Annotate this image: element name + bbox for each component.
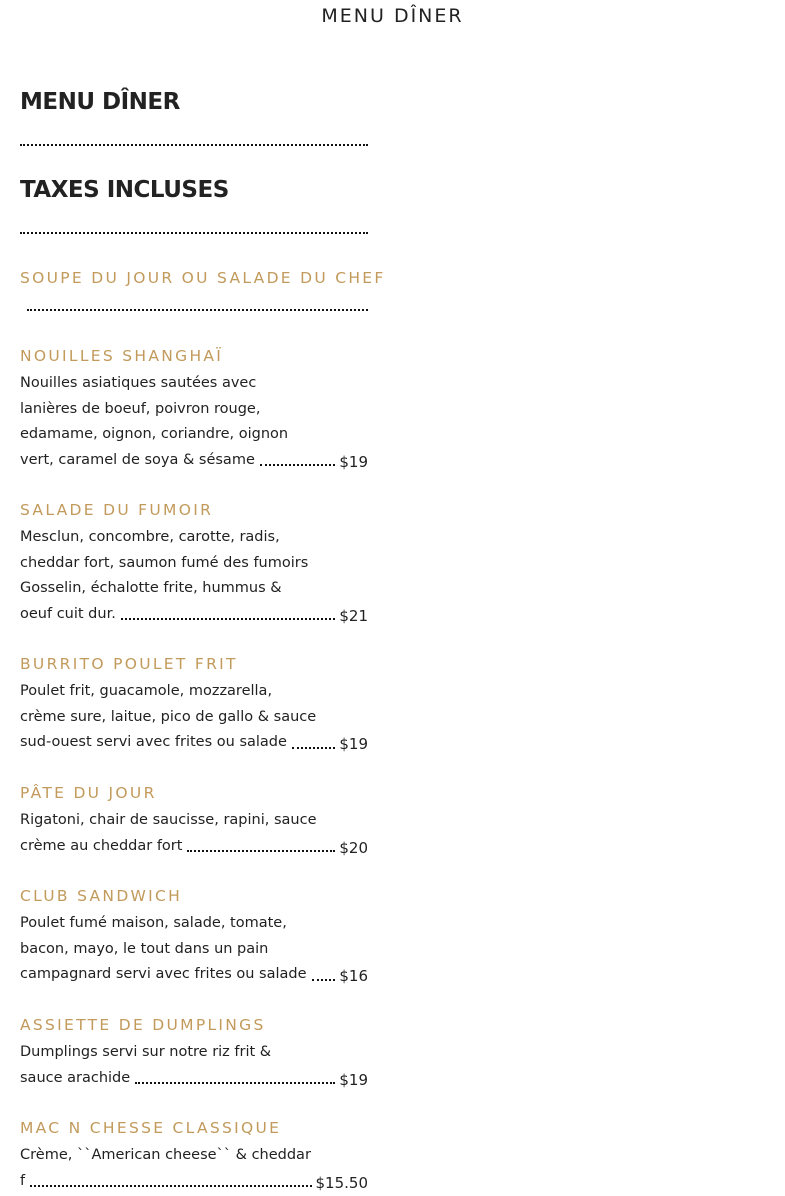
item-name: BURRITO POULET FRIT	[20, 654, 368, 674]
item-name: PÂTE DU JOUR	[20, 783, 368, 803]
description-line-with-price	[20, 730, 368, 756]
item-price: $19	[339, 732, 368, 758]
description-line: crème au cheddar fort	[20, 834, 182, 860]
description-line-with-price	[20, 962, 368, 988]
item-description	[20, 911, 368, 988]
item-name: CLUB SANDWICH	[20, 886, 368, 906]
item-description	[20, 1143, 368, 1194]
menu-item	[20, 1118, 368, 1194]
description-line: oeuf cuit dur.	[20, 602, 116, 628]
price-leader	[121, 618, 336, 620]
price-leader	[312, 979, 336, 981]
description-line: cheddar fort, saumon fumé des fumoirs	[20, 551, 368, 577]
item-name: NOUILLES SHANGHAÏ	[20, 346, 368, 366]
description-line: Dumplings servi sur notre riz frit &	[20, 1040, 368, 1066]
description-line: Nouilles asiatiques sautées avec	[20, 371, 368, 397]
menu-item	[20, 654, 368, 756]
item-description	[20, 371, 368, 473]
price-leader	[292, 747, 335, 749]
menu-item	[20, 500, 368, 627]
page-title: MENU DÎNER	[0, 5, 785, 27]
price-leader	[187, 850, 335, 852]
price-leader	[260, 464, 335, 466]
item-name: SALADE DU FUMOIR	[20, 500, 368, 520]
menu-item-chef	[20, 268, 368, 288]
description-line: f	[20, 1169, 25, 1195]
description-line: edamame, oignon, coriandre, oignon	[20, 422, 368, 448]
description-line: Rigatoni, chair de saucisse, rapini, sauce	[20, 808, 368, 834]
description-line: sauce arachide	[20, 1066, 130, 1092]
description-line-with-price	[20, 1066, 368, 1092]
description-line: bacon, mayo, le tout dans un pain	[20, 937, 368, 963]
price-leader	[135, 1082, 335, 1084]
item-price: $19	[339, 450, 368, 476]
menu-item	[20, 886, 368, 988]
description-line-with-price	[20, 602, 368, 628]
description-line: Crème, ``American cheese`` & cheddar	[20, 1143, 368, 1169]
description-line: sud-ouest servi avec frites ou salade	[20, 730, 287, 756]
description-line: Gosselin, échalotte frite, hummus &	[20, 576, 368, 602]
description-line: Poulet fumé maison, salade, tomate,	[20, 911, 368, 937]
taxes-heading: TAXES INCLUSES	[20, 177, 229, 203]
price-leader	[27, 309, 368, 311]
item-name: SOUPE DU JOUR OU SALADE DU CHEF	[20, 268, 368, 288]
item-price: $20	[339, 836, 368, 862]
item-name: MAC N CHESSE CLASSIQUE	[20, 1118, 368, 1138]
description-line: Poulet frit, guacamole, mozzarella,	[20, 679, 368, 705]
item-price: $19	[339, 1068, 368, 1094]
description-line-with-price	[20, 834, 368, 860]
price-leader	[30, 1185, 311, 1187]
item-description	[20, 1040, 368, 1091]
description-line: campagnard servi avec frites ou salade	[20, 962, 307, 988]
description-line: vert, caramel de soya & sésame	[20, 448, 255, 474]
description-line-with-price	[20, 448, 368, 474]
item-name: ASSIETTE DE DUMPLINGS	[20, 1015, 368, 1035]
item-price: $21	[339, 604, 368, 630]
divider	[20, 144, 368, 146]
menu-item	[20, 346, 368, 473]
item-description	[20, 808, 368, 859]
item-price: $16	[339, 964, 368, 990]
item-price: $15.50	[316, 1171, 369, 1196]
menu-item	[20, 1015, 368, 1091]
description-line-with-price	[20, 1169, 368, 1195]
menu-heading: MENU DÎNER	[20, 89, 180, 115]
item-description	[20, 525, 368, 627]
description-line: Mesclun, concombre, carotte, radis,	[20, 525, 368, 551]
description-line: lanières de boeuf, poivron rouge,	[20, 397, 368, 423]
menu-item	[20, 783, 368, 859]
item-description	[20, 679, 368, 756]
divider	[20, 232, 368, 234]
description-line: crème sure, laitue, pico de gallo & sauce	[20, 705, 368, 731]
